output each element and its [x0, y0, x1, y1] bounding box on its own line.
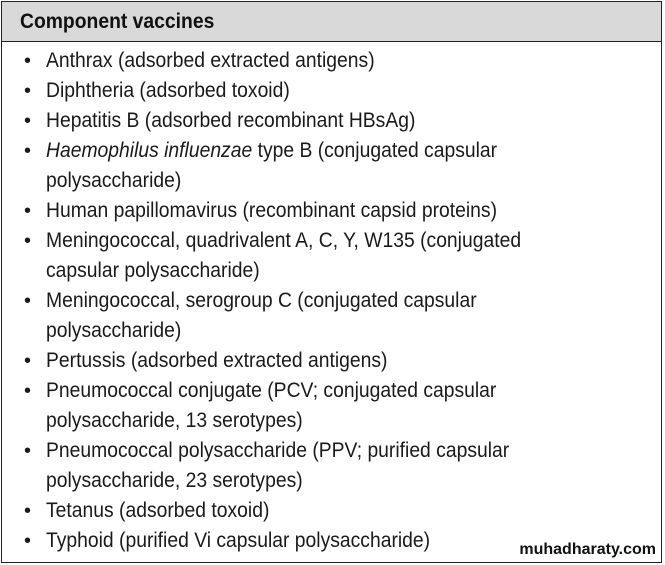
list-item [2, 286, 661, 346]
list-item [2, 136, 661, 196]
list-item [2, 376, 661, 436]
item-text-line-1 [46, 136, 593, 166]
item-text-line-1: Meningococcal, serogroup C (conjugated capsular [46, 289, 477, 312]
item-text: type B (conjugated capsular [252, 139, 498, 162]
item-text-line-2: polysaccharide) [46, 169, 182, 192]
list-item [2, 76, 661, 106]
item-text-line-2: polysaccharide, 13 serotypes) [46, 409, 303, 432]
bullet-icon: • [24, 440, 32, 462]
bullet-icon: • [24, 380, 32, 402]
bullet-icon: • [24, 80, 32, 102]
vaccine-list [2, 42, 661, 556]
bullet-icon: • [24, 200, 32, 222]
bullet-icon: • [24, 140, 32, 162]
vaccine-table [1, 1, 662, 563]
header-title: Component vaccines [20, 9, 215, 33]
bullet-icon: • [24, 500, 32, 522]
item-text-line-1: Pneumococcal polysaccharide (PPV; purified capsular [46, 439, 510, 462]
item-text-line-2: polysaccharide, 23 serotypes) [46, 469, 303, 492]
list-item [2, 436, 661, 496]
item-text: Human papillomavirus (recombinant capsid proteins) [46, 199, 498, 222]
table-header [2, 2, 661, 42]
list-item [2, 346, 661, 376]
bullet-icon: • [24, 230, 32, 252]
bullet-icon: • [24, 350, 32, 372]
item-text: Hepatitis B (adsorbed recombinant HBsAg) [46, 109, 416, 132]
list-item [2, 496, 661, 526]
item-text: Typhoid (purified Vi capsular polysaccharide) [46, 529, 431, 552]
item-text: Anthrax (adsorbed extracted antigens) [46, 49, 375, 72]
list-item [2, 196, 661, 226]
bullet-icon: • [24, 50, 32, 72]
list-item [2, 106, 661, 136]
item-text-line-1: Pneumococcal conjugate (PCV; conjugated capsular [46, 379, 497, 402]
list-item [2, 46, 661, 76]
item-text-line-2: polysaccharide) [46, 319, 182, 342]
item-text: Diphtheria (adsorbed toxoid) [46, 79, 290, 102]
list-item [2, 226, 661, 286]
bullet-icon: • [24, 290, 32, 312]
bullet-icon: • [24, 110, 32, 132]
item-italic-text: Haemophilus influenzae [46, 139, 253, 162]
bullet-icon: • [24, 530, 32, 552]
item-text-line-1: Meningococcal, quadrivalent A, C, Y, W135 (conjugated [46, 229, 522, 252]
item-text-line-2: capsular polysaccharide) [46, 259, 260, 282]
item-text: Pertussis (adsorbed extracted antigens) [46, 349, 388, 372]
item-text: Tetanus (adsorbed toxoid) [46, 499, 270, 522]
watermark-text: muhadharaty.com [516, 541, 659, 559]
